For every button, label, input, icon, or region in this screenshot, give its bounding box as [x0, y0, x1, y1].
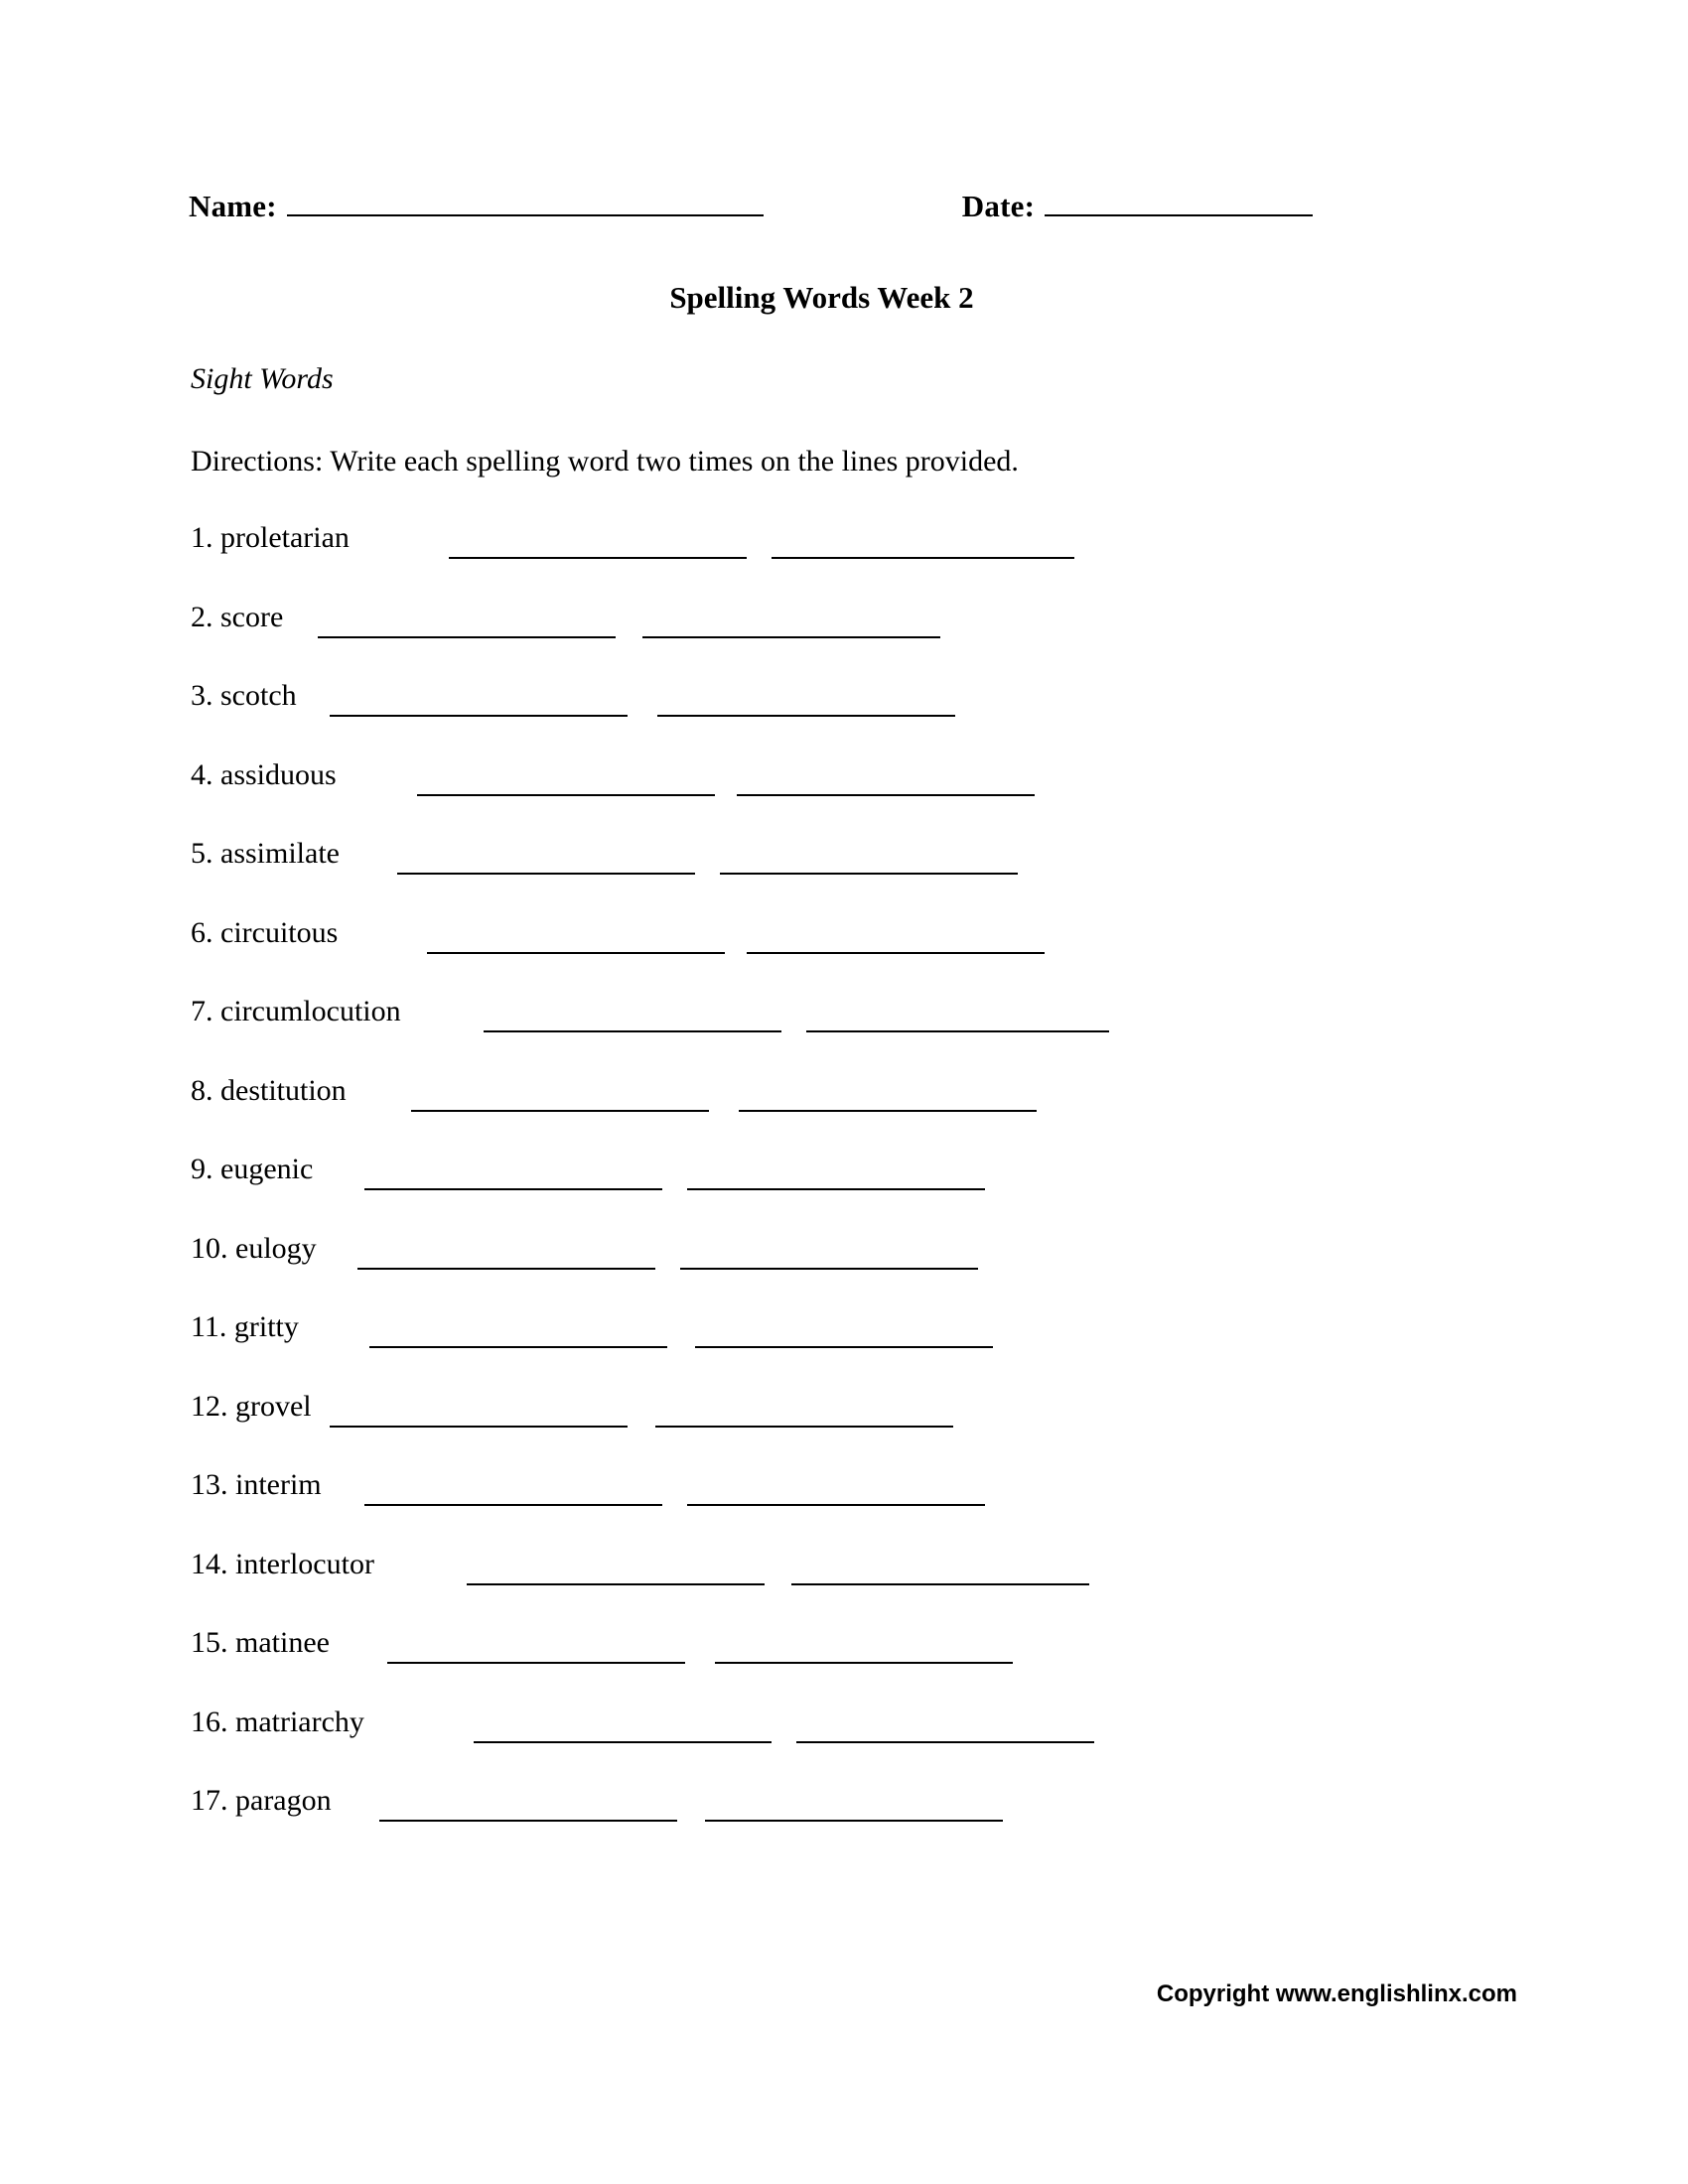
practice-line-2[interactable]	[739, 1080, 1037, 1112]
practice-line-2[interactable]	[772, 527, 1074, 559]
page-title-text: Spelling Words Week 2	[669, 280, 974, 315]
name-field-group	[189, 189, 764, 224]
word-label: 1. proletarian	[191, 521, 350, 554]
practice-line-2[interactable]	[680, 1238, 978, 1270]
practice-line-1[interactable]	[330, 685, 628, 717]
word-label: 2. score	[191, 600, 284, 633]
practice-line-1[interactable]	[364, 1159, 662, 1190]
word-label: 13. interim	[191, 1468, 322, 1501]
practice-line-2[interactable]	[737, 764, 1035, 796]
word-label: 8. destitution	[191, 1073, 347, 1107]
list-item	[191, 679, 1501, 758]
word-label: 17. paragon	[191, 1784, 332, 1817]
list-item	[191, 1548, 1501, 1627]
list-item	[191, 1232, 1501, 1311]
list-item	[191, 1074, 1501, 1154]
practice-line-1[interactable]	[318, 607, 616, 638]
section-label: Sight Words	[191, 362, 334, 395]
word-label: 14. interlocutor	[191, 1547, 374, 1580]
word-label: 10. eulogy	[191, 1231, 317, 1265]
list-item	[191, 758, 1501, 838]
practice-line-1[interactable]	[387, 1632, 685, 1664]
word-label: 16. matriarchy	[191, 1705, 364, 1738]
practice-line-2[interactable]	[687, 1159, 985, 1190]
word-label: 12. grovel	[191, 1389, 312, 1423]
practice-line-1[interactable]	[467, 1554, 765, 1585]
name-label: Name:	[189, 189, 277, 223]
header-row	[189, 189, 1499, 224]
date-field-group	[962, 189, 1313, 224]
list-item	[191, 837, 1501, 916]
word-label: 4. assiduous	[191, 757, 337, 791]
practice-line-2[interactable]	[655, 1396, 953, 1428]
word-label: 3. scotch	[191, 679, 297, 712]
list-item	[191, 1626, 1501, 1706]
practice-line-1[interactable]	[474, 1711, 772, 1743]
directions-text: Directions: Write each spelling word two times on the lines provided.	[191, 445, 1019, 478]
copyright-notice: Copyright www.englishlinx.com	[1156, 1980, 1517, 2007]
practice-line-2[interactable]	[687, 1474, 985, 1506]
word-label: 11. gritty	[191, 1310, 299, 1343]
practice-line-1[interactable]	[369, 1316, 667, 1348]
word-label: 6. circuitous	[191, 915, 339, 949]
practice-line-2[interactable]	[705, 1790, 1003, 1822]
list-item	[191, 1468, 1501, 1548]
practice-line-1[interactable]	[357, 1238, 655, 1270]
practice-line-2[interactable]	[720, 843, 1018, 875]
practice-line-1[interactable]	[411, 1080, 709, 1112]
list-item	[191, 1310, 1501, 1390]
list-item	[191, 995, 1501, 1074]
list-item	[191, 1784, 1501, 1863]
list-item	[191, 1153, 1501, 1232]
date-input-line[interactable]	[1045, 213, 1313, 216]
practice-line-2[interactable]	[796, 1711, 1094, 1743]
practice-line-2[interactable]	[715, 1632, 1013, 1664]
practice-line-1[interactable]	[427, 922, 725, 954]
word-label: 5. assimilate	[191, 837, 340, 870]
name-input-line[interactable]	[287, 213, 764, 216]
practice-line-2[interactable]	[791, 1554, 1089, 1585]
list-item	[191, 1390, 1501, 1469]
practice-line-1[interactable]	[484, 1001, 781, 1032]
word-label: 15. matinee	[191, 1626, 330, 1659]
list-item	[191, 1706, 1501, 1785]
practice-line-1[interactable]	[397, 843, 695, 875]
list-item	[191, 601, 1501, 680]
page-title	[0, 280, 1688, 316]
practice-line-1[interactable]	[364, 1474, 662, 1506]
practice-line-2[interactable]	[806, 1001, 1109, 1032]
spelling-word-list	[191, 521, 1501, 1863]
date-label: Date:	[961, 189, 1036, 223]
list-item	[191, 916, 1501, 996]
practice-line-2[interactable]	[642, 607, 940, 638]
practice-line-2[interactable]	[695, 1316, 993, 1348]
practice-line-2[interactable]	[747, 922, 1045, 954]
word-label: 9. eugenic	[191, 1153, 314, 1185]
practice-line-1[interactable]	[330, 1396, 628, 1428]
practice-line-1[interactable]	[449, 527, 747, 559]
practice-line-2[interactable]	[657, 685, 955, 717]
practice-line-1[interactable]	[417, 764, 715, 796]
list-item	[191, 521, 1501, 601]
practice-line-1[interactable]	[379, 1790, 677, 1822]
word-label: 7. circumlocution	[191, 995, 401, 1027]
